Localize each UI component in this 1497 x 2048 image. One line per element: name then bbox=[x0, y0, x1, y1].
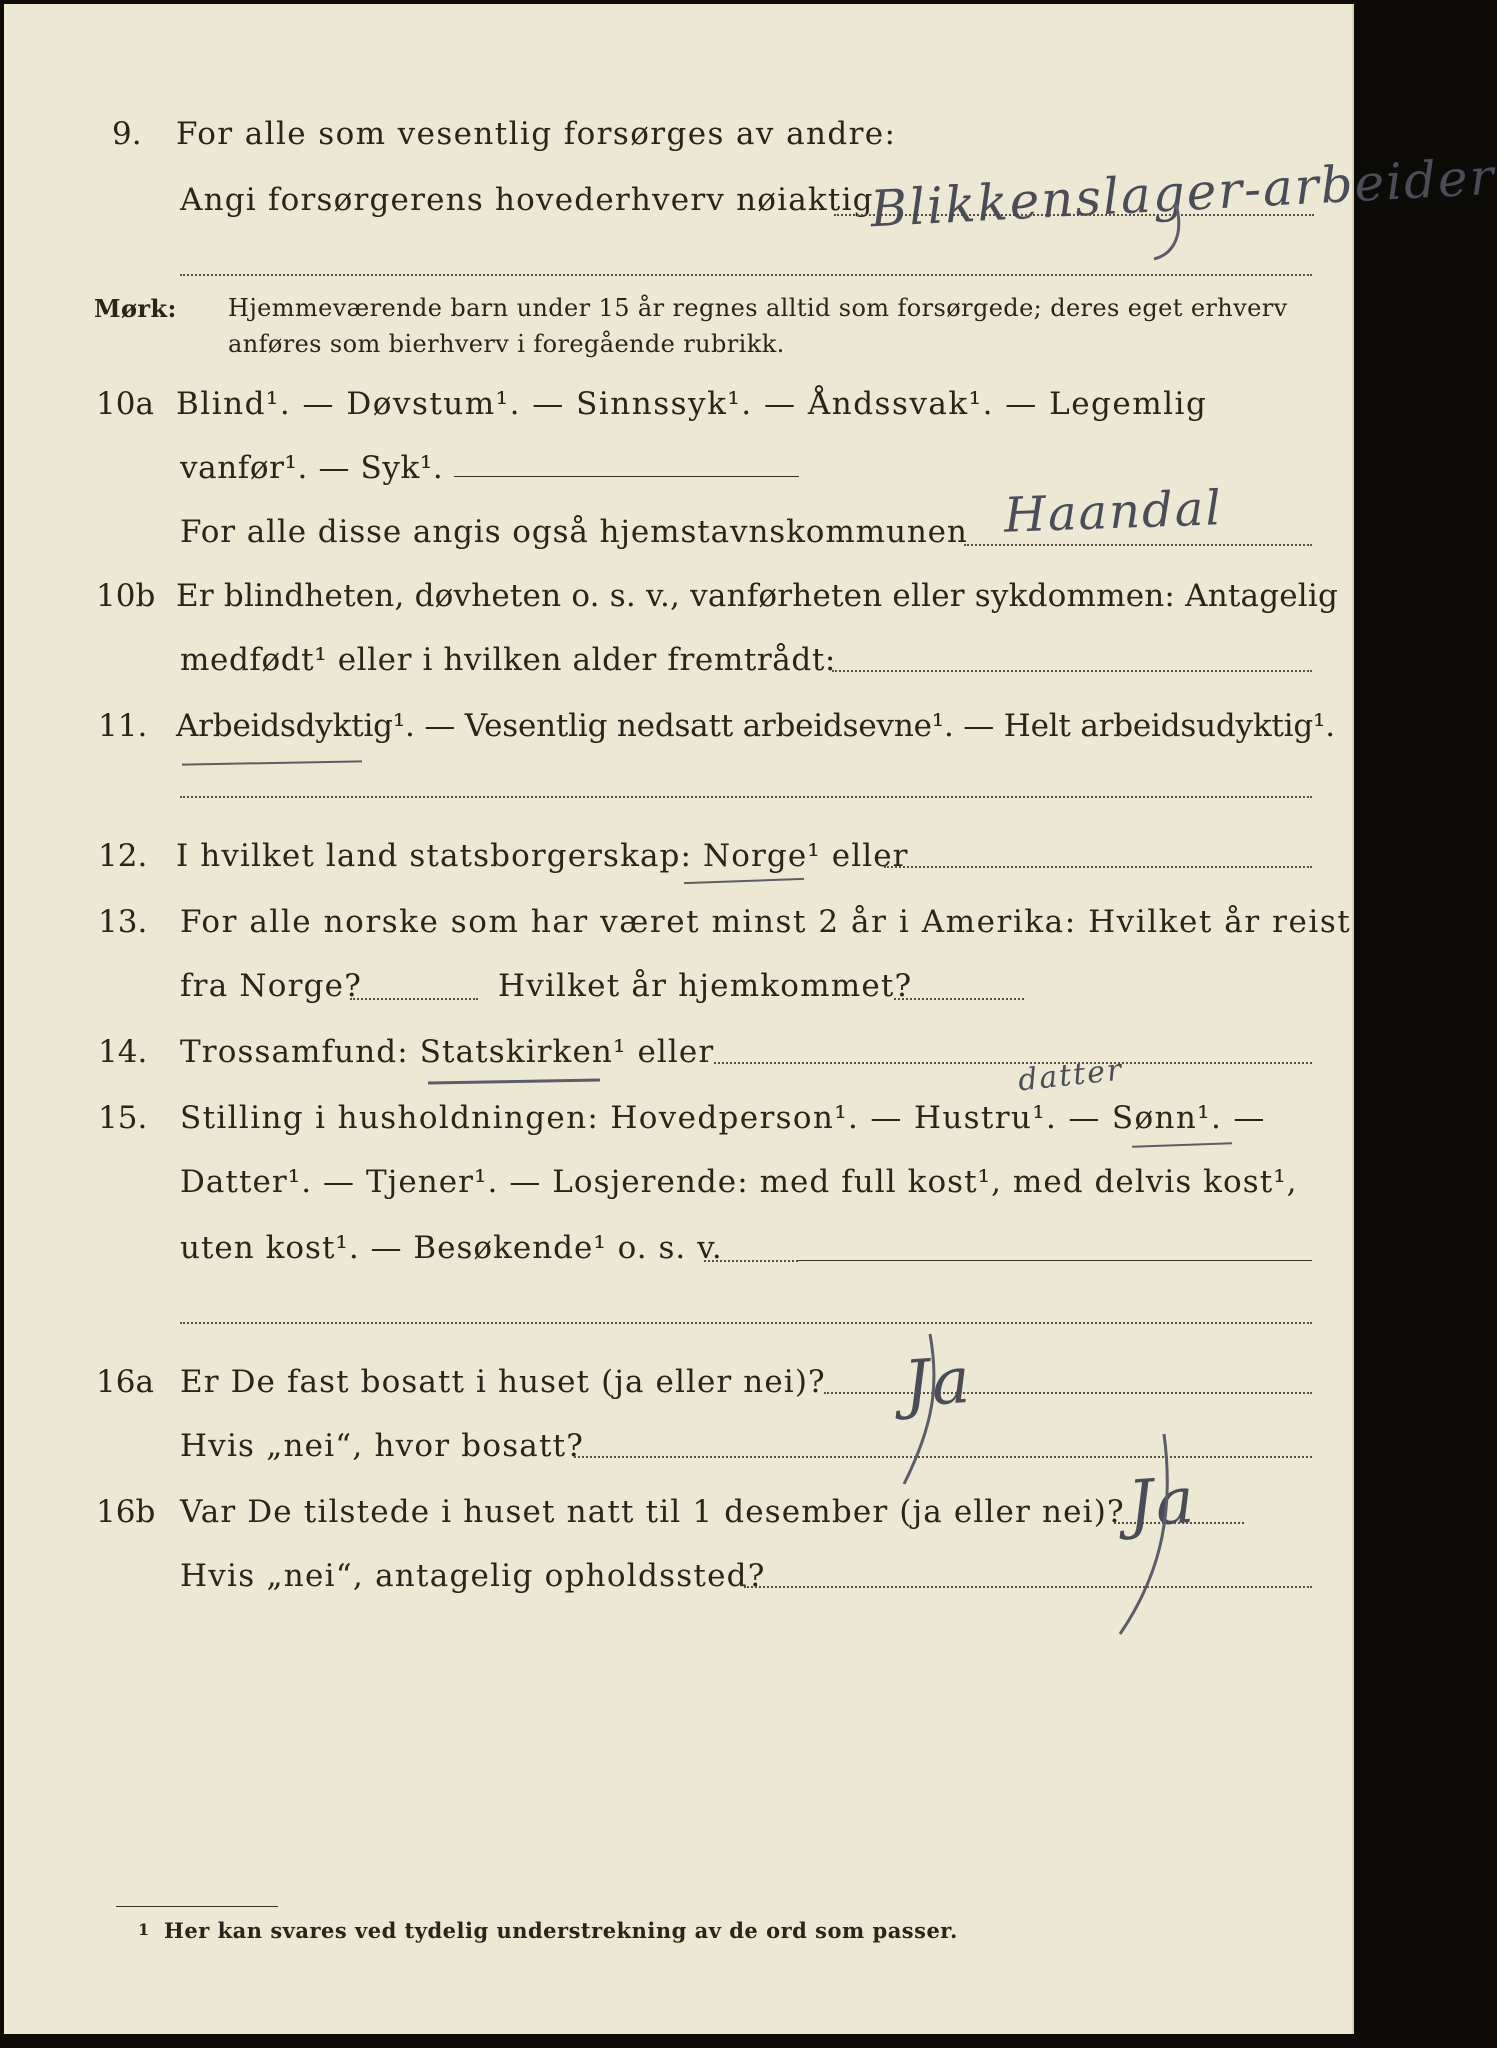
q10b-line1: Er blindheten, døvheten o. s. v., vanførheten eller sykdommen: Antagelig bbox=[176, 578, 1339, 614]
q11-number: 11. bbox=[98, 708, 148, 744]
q9-handwritten-answer: Blikkenslager-arbeider bbox=[868, 147, 1497, 239]
q16b-number: 16b bbox=[96, 1494, 156, 1530]
q16b-pen-stroke bbox=[1120, 1434, 1167, 1634]
q9-line1: For alle som vesentlig forsørges av andre: bbox=[176, 116, 897, 152]
q11-line1: Arbeidsdyktig¹. — Vesentlig nedsatt arbeidsevne¹. — Helt arbeidsudyktig¹. bbox=[176, 708, 1335, 744]
q15-number: 15. bbox=[98, 1100, 148, 1136]
q10a-handwritten-answer: Haandal bbox=[1003, 480, 1224, 544]
q9-number: 9. bbox=[112, 116, 142, 152]
q13-number: 13. bbox=[98, 904, 148, 940]
q10a-line1: Blind¹. — Døvstum¹. — Sinnssyk¹. — Åndssvak¹. — Legemlig bbox=[176, 386, 1208, 422]
q9-line2: Angi forsørgerens hovederhverv nøiaktig bbox=[180, 182, 874, 218]
q12-number: 12. bbox=[98, 838, 148, 874]
q10b-line2: medfødt¹ eller i hvilken alder fremtrådt: bbox=[180, 642, 836, 678]
q16b-handwritten-answer: Ja bbox=[1125, 1463, 1199, 1543]
q15-line2: Datter¹. — Tjener¹. — Losjerende: med full kost¹, med delvis kost¹, bbox=[180, 1164, 1298, 1200]
q15-line3: uten kost¹. — Besøkende¹ o. s. v. bbox=[180, 1230, 723, 1266]
census-form-page bbox=[4, 4, 1497, 2034]
q15-handwritten-annotation: datter bbox=[1016, 1052, 1125, 1099]
q16b-line2: Hvis „nei“, antagelig opholdssted? bbox=[180, 1558, 766, 1594]
q14-number: 14. bbox=[98, 1034, 148, 1070]
q16a-line2: Hvis „nei“, hvor bosatt? bbox=[180, 1428, 585, 1464]
note-line1: Hjemmeværende barn under 15 år regnes alltid som forsørgede; deres eget erhverv bbox=[228, 294, 1288, 322]
q10a-number: 10a bbox=[96, 386, 154, 422]
note-label: Mørk: bbox=[94, 294, 177, 323]
q16a-handwritten-answer: Ja bbox=[901, 1343, 975, 1423]
q16a-number: 16a bbox=[96, 1364, 154, 1400]
footnote-rule bbox=[116, 1906, 278, 1907]
q14-line1: Trossamfund: Statskirken¹ eller bbox=[180, 1034, 715, 1070]
q10a-line2: vanfør¹. — Syk¹. bbox=[180, 450, 444, 486]
q12-line1: I hvilket land statsborgerskap: Norge¹ eller bbox=[176, 838, 909, 874]
footnote-text: Her kan svares ved tydelig understrekning av de ord som passer. bbox=[164, 1918, 958, 1943]
note-line2: anføres som bierhverv i foregående rubrikk. bbox=[228, 330, 785, 358]
q16b-line1: Var De tilstede i huset natt til 1 desember (ja eller nei)? bbox=[180, 1494, 1125, 1530]
q16a-pen-stroke bbox=[904, 1334, 934, 1484]
q9-pen-stroke bbox=[1154, 204, 1179, 259]
q13-line2a: fra Norge? bbox=[180, 968, 363, 1004]
q13-line1: For alle norske som har været minst 2 år i Amerika: Hvilket år reist bbox=[180, 904, 1352, 940]
pen-strokes bbox=[4, 4, 1352, 2034]
q16a-line1: Er De fast bosatt i huset (ja eller nei)? bbox=[180, 1364, 826, 1400]
q10b-number: 10b bbox=[96, 578, 156, 614]
q10a-line3: For alle disse angis også hjemstavnskommunen bbox=[180, 514, 968, 550]
q13-line2b: Hvilket år hjemkommet? bbox=[498, 968, 913, 1004]
footnote-mark: 1 bbox=[138, 1920, 150, 1939]
q15-line1: Stilling i husholdningen: Hovedperson¹. — Hustru¹. — Sønn¹. — bbox=[180, 1100, 1266, 1136]
